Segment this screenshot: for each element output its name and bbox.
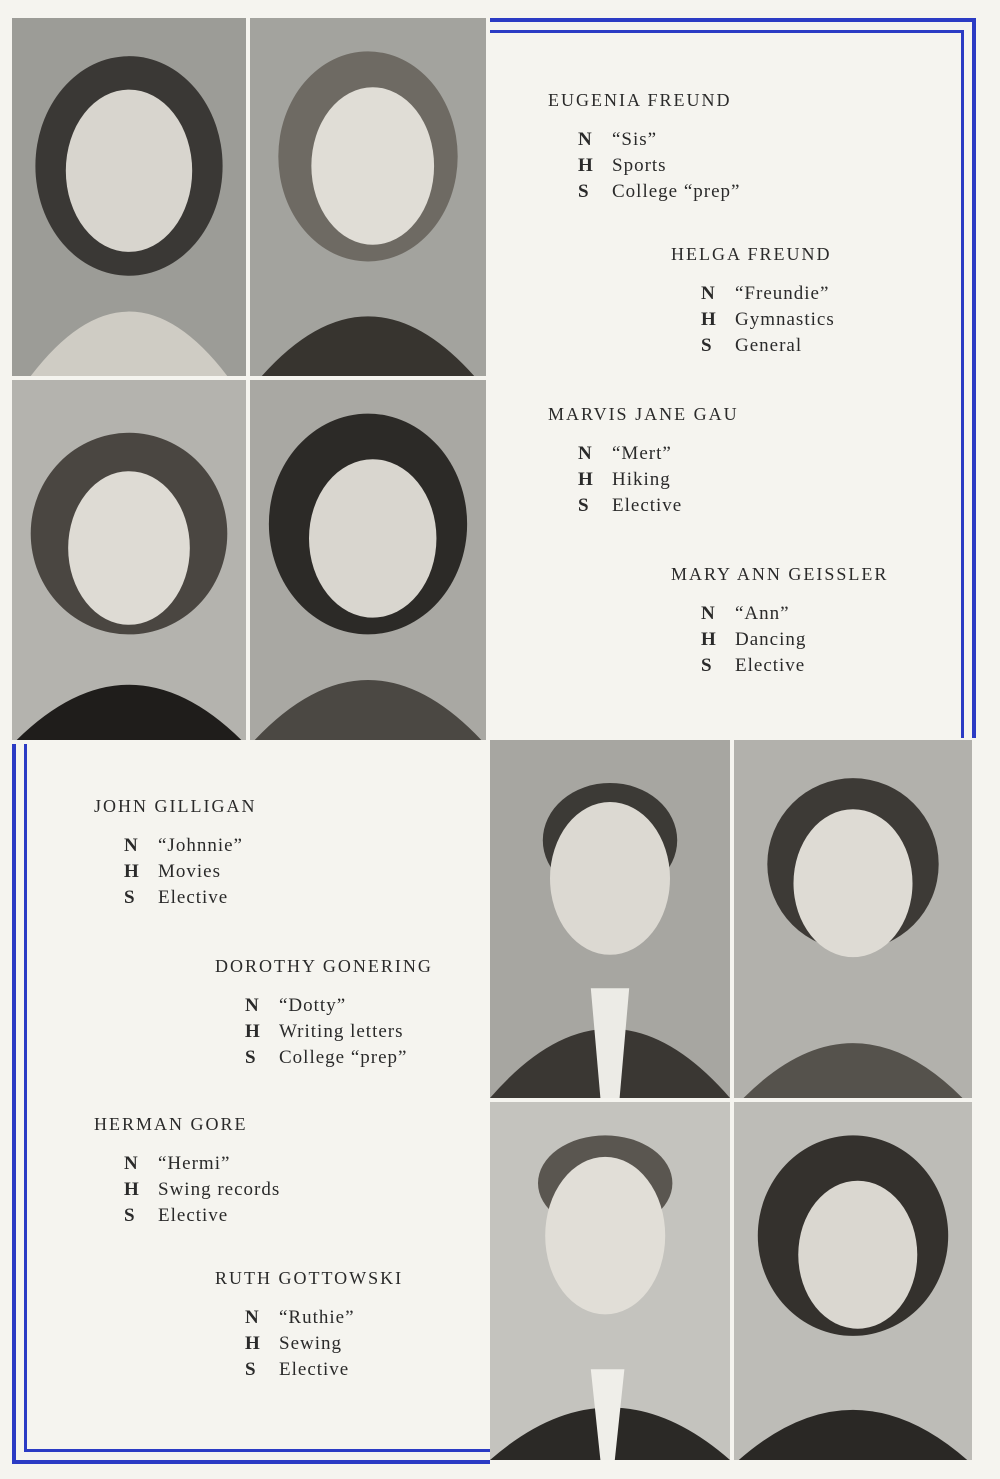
student-name: JOHN GILLIGAN <box>94 796 257 816</box>
course-label: S <box>701 335 713 356</box>
hobby-label: H <box>578 469 594 490</box>
hobby-value: Swing records <box>158 1179 281 1200</box>
student-entry <box>94 1114 280 1229</box>
student-entry <box>548 404 739 519</box>
hobby-label: H <box>701 629 717 650</box>
course-value: General <box>735 335 803 356</box>
course-value: College “prep” <box>279 1047 408 1068</box>
student-entry <box>215 1268 403 1383</box>
course-value: Elective <box>158 887 229 908</box>
bottom-frame-inner-left <box>24 744 27 1452</box>
hobby-value: Gymnastics <box>735 309 835 330</box>
hobby-value: Dancing <box>735 629 807 650</box>
top-frame-outer-top <box>490 18 976 22</box>
hobby-value: Sports <box>612 155 667 176</box>
course-label: S <box>578 495 590 516</box>
student-entry <box>548 90 740 205</box>
nickname-value: “Sis” <box>612 129 658 150</box>
hobby-label: H <box>578 155 594 176</box>
nickname-label: N <box>245 995 260 1016</box>
student-entry <box>215 956 433 1071</box>
student-name: MARVIS JANE GAU <box>548 404 739 424</box>
top-frame-inner-top <box>490 30 964 33</box>
portrait-photo <box>12 380 246 740</box>
portrait-photo <box>734 740 972 1098</box>
hobby-label: H <box>701 309 717 330</box>
nickname-value: “Ann” <box>735 603 790 624</box>
portrait-photo <box>250 18 486 376</box>
student-name: DOROTHY GONERING <box>215 956 433 976</box>
student-entry <box>671 564 888 679</box>
course-value: Elective <box>735 655 806 676</box>
nickname-value: “Johnnie” <box>158 835 243 856</box>
portrait-photo <box>734 1102 972 1460</box>
course-label: S <box>245 1359 257 1380</box>
nickname-label: N <box>124 1153 139 1174</box>
portrait-photo <box>250 380 486 740</box>
bottom-frame-outer-left <box>12 744 16 1464</box>
portrait-photo <box>12 18 246 376</box>
portrait-photo <box>490 740 730 1098</box>
hobby-label: H <box>124 1179 140 1200</box>
course-value: College “prep” <box>612 181 741 202</box>
nickname-label: N <box>578 443 593 464</box>
hobby-value: Movies <box>158 861 221 882</box>
nickname-label: N <box>245 1307 260 1328</box>
student-name: HELGA FREUND <box>671 244 832 264</box>
course-label: S <box>124 1205 136 1226</box>
student-name: MARY ANN GEISSLER <box>671 564 889 584</box>
course-value: Elective <box>158 1205 229 1226</box>
nickname-label: N <box>701 283 716 304</box>
hobby-label: H <box>124 861 140 882</box>
portrait-photo <box>490 1102 730 1460</box>
bottom-frame-outer-bottom <box>12 1460 490 1464</box>
nickname-value: “Hermi” <box>158 1153 231 1174</box>
course-label: S <box>245 1047 257 1068</box>
hobby-value: Hiking <box>612 469 671 490</box>
nickname-value: “Dotty” <box>279 995 347 1016</box>
student-entry <box>671 244 835 359</box>
nickname-value: “Freundie” <box>735 283 830 304</box>
nickname-label: N <box>124 835 139 856</box>
course-label: S <box>578 181 590 202</box>
bottom-frame-inner-bottom <box>24 1449 490 1452</box>
top-frame-inner-right <box>961 30 964 738</box>
student-name: EUGENIA FREUND <box>548 90 732 110</box>
top-frame-outer-right <box>972 18 976 738</box>
hobby-value: Writing letters <box>279 1021 404 1042</box>
nickname-label: N <box>578 129 593 150</box>
nickname-value: “Ruthie” <box>279 1307 355 1328</box>
nickname-label: N <box>701 603 716 624</box>
hobby-value: Sewing <box>279 1333 342 1354</box>
course-value: Elective <box>279 1359 350 1380</box>
course-value: Elective <box>612 495 683 516</box>
hobby-label: H <box>245 1333 261 1354</box>
nickname-value: “Mert” <box>612 443 672 464</box>
student-entry <box>94 796 256 911</box>
hobby-label: H <box>245 1021 261 1042</box>
course-label: S <box>124 887 136 908</box>
student-name: RUTH GOTTOWSKI <box>215 1268 404 1288</box>
student-name: HERMAN GORE <box>94 1114 248 1134</box>
course-label: S <box>701 655 713 676</box>
